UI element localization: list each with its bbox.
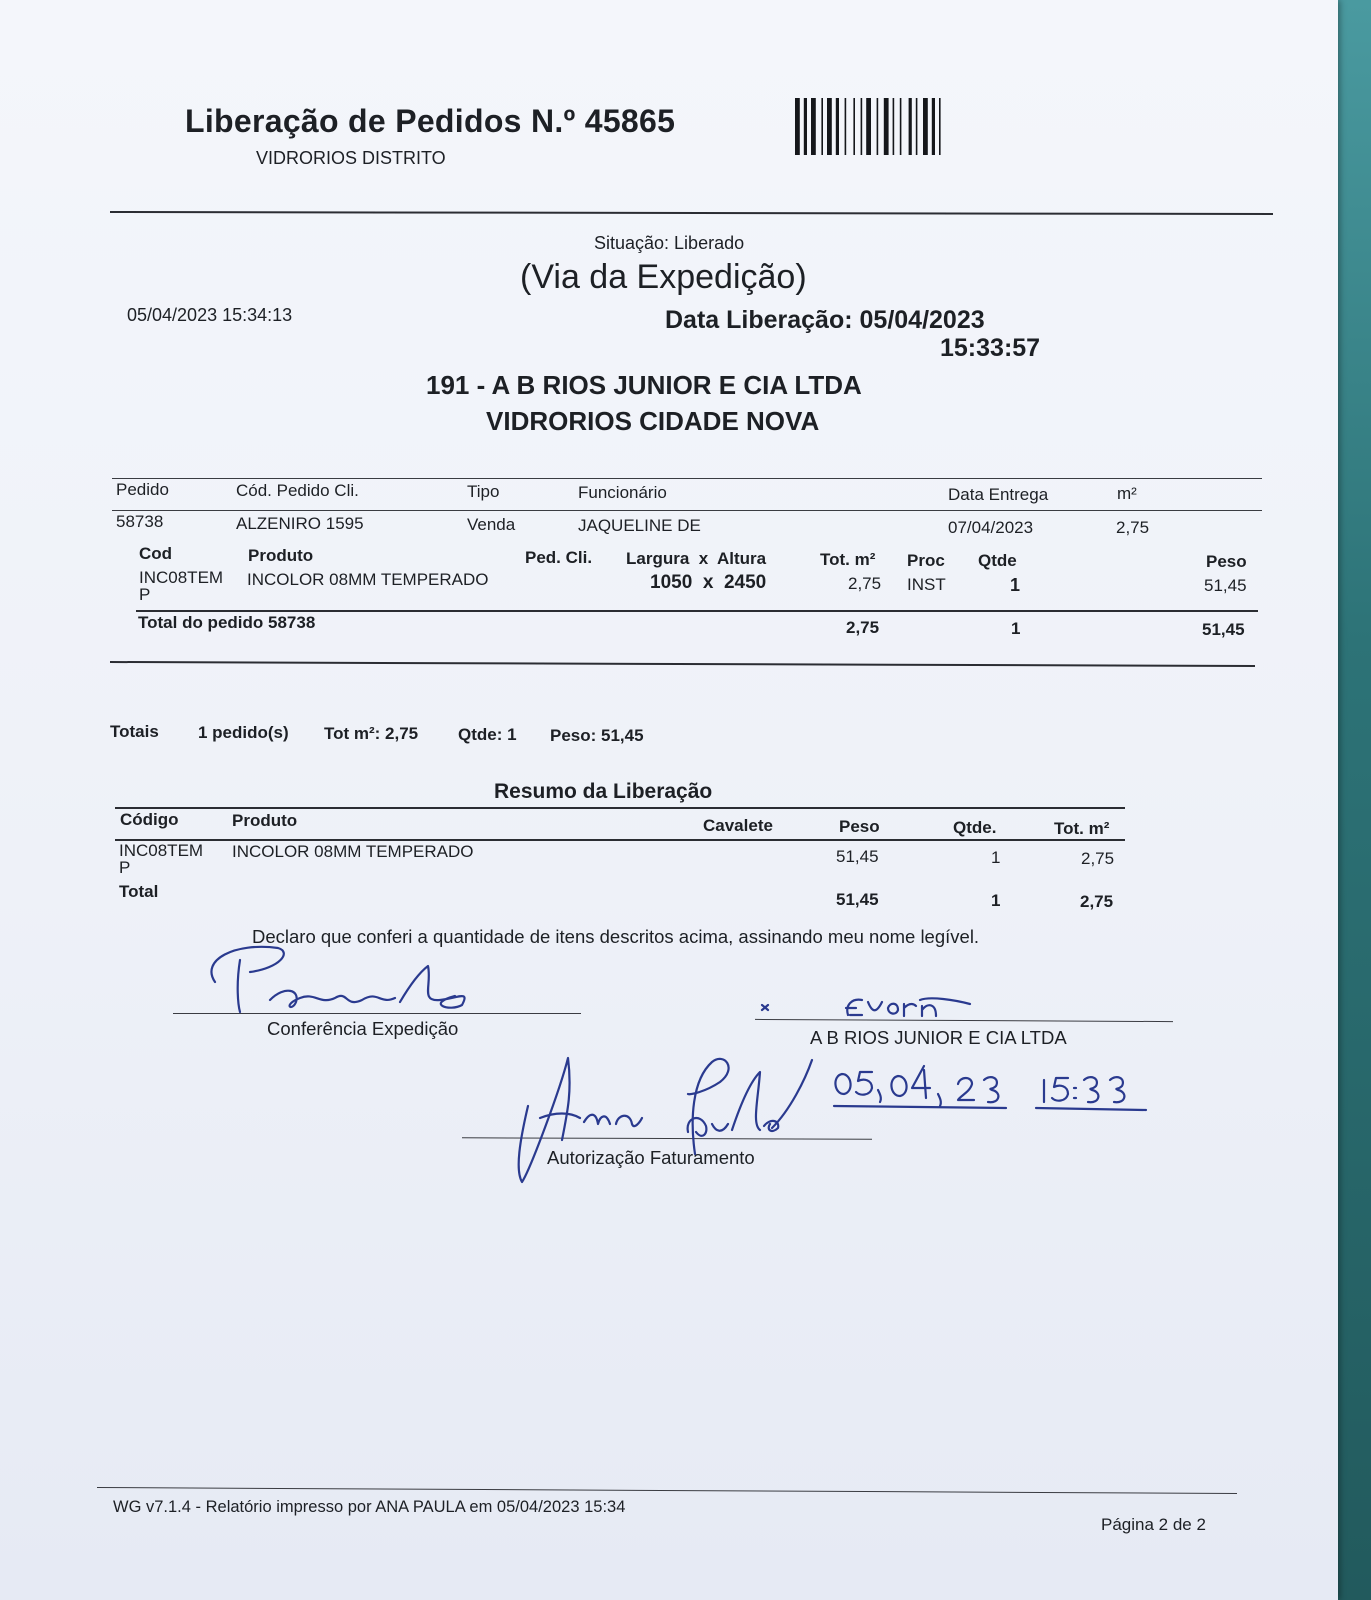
item-header-qtde: Qtde bbox=[978, 551, 1017, 570]
footer-rule bbox=[97, 1487, 1237, 1494]
client-branch: VIDRORIOS CIDADE NOVA bbox=[486, 406, 820, 436]
summary-header-produto: Produto bbox=[232, 811, 298, 830]
summary-header-cavalete: Cavalete bbox=[703, 816, 773, 835]
summary-total-tot-m2: 2,75 bbox=[1080, 892, 1114, 911]
item-total-rule bbox=[136, 610, 1258, 612]
company-name: VIDRORIOS DISTRITO bbox=[256, 148, 446, 168]
conferencia-signature bbox=[211, 947, 464, 1012]
summary-total-label: Total bbox=[119, 882, 159, 901]
conferencia-signature-line bbox=[173, 1013, 581, 1014]
order-total-qtde: 1 bbox=[1011, 619, 1021, 638]
order-total-label: Total do pedido 58738 bbox=[138, 613, 316, 632]
cell-pedido: 58738 bbox=[116, 512, 164, 531]
summary-qtde: 1 bbox=[991, 848, 1001, 867]
header-data-entrega: Data Entrega bbox=[948, 485, 1049, 504]
item-peso: 51,45 bbox=[1204, 576, 1247, 595]
item-header-proc: Proc bbox=[907, 551, 945, 570]
client-signature-line bbox=[755, 1019, 1173, 1022]
client-signature-label: A B RIOS JUNIOR E CIA LTDA bbox=[810, 1027, 1067, 1048]
autorizacao-signature-line bbox=[462, 1137, 872, 1139]
totals-qtde: Qtde: 1 bbox=[458, 725, 517, 744]
item-dimensoes: 1050 x 2450 bbox=[650, 572, 767, 593]
footer-page-number: Página 2 de 2 bbox=[1101, 1515, 1206, 1534]
client-signature bbox=[762, 1005, 768, 1010]
item-tot-m2: 2,75 bbox=[848, 574, 882, 593]
header-rule bbox=[112, 510, 1262, 511]
copy-type-label: (Via da Expedição) bbox=[520, 258, 807, 296]
header-tipo: Tipo bbox=[467, 482, 500, 501]
totals-m2: Tot m²: 2,75 bbox=[324, 724, 419, 743]
item-header-ped-cli: Ped. Cli. bbox=[525, 548, 593, 567]
declaration-text: Declaro que conferi a quantidade de itens descritos acima, assinando meu nome legível. bbox=[252, 926, 980, 947]
cell-m2: 2,75 bbox=[1116, 518, 1150, 537]
document-title: Liberação de Pedidos N.º 45865 bbox=[185, 103, 676, 139]
summary-header-rule bbox=[115, 839, 1125, 841]
cell-data-entrega: 07/04/2023 bbox=[948, 518, 1034, 537]
release-date: Data Liberação: 05/04/2023 bbox=[665, 306, 985, 334]
item-header-produto: Produto bbox=[248, 546, 314, 565]
cell-tipo: Venda bbox=[467, 515, 516, 534]
table-top-rule bbox=[112, 478, 1262, 479]
item-header-largura-altura: Largura x Altura bbox=[626, 549, 767, 568]
section-divider bbox=[110, 661, 1255, 667]
item-header-peso: Peso bbox=[1206, 552, 1247, 571]
item-cod-continuation: P bbox=[139, 585, 151, 604]
footer-system-info: WG v7.1.4 - Relatório impresso por ANA PAULA em 05/04/2023 15:34 bbox=[113, 1498, 626, 1516]
totals-pedidos: 1 pedido(s) bbox=[198, 723, 289, 742]
item-header-cod: Cod bbox=[139, 544, 173, 563]
header-pedido: Pedido bbox=[116, 480, 169, 499]
totals-label: Totais bbox=[110, 722, 159, 741]
order-total-peso: 51,45 bbox=[1202, 620, 1245, 639]
item-qtde: 1 bbox=[1010, 575, 1021, 595]
handwritten-datetime bbox=[834, 1066, 1146, 1110]
item-proc: INST bbox=[907, 575, 946, 594]
summary-top-rule bbox=[115, 807, 1125, 809]
print-datetime: 05/04/2023 15:34:13 bbox=[127, 305, 293, 325]
cell-funcionario: JAQUELINE DE bbox=[578, 516, 701, 535]
autorizacao-label: Autorização Faturamento bbox=[547, 1147, 755, 1168]
summary-codigo-continuation: P bbox=[119, 858, 131, 877]
barcode-icon bbox=[795, 98, 1001, 155]
status-situacao: Situação: Liberado bbox=[594, 233, 745, 253]
summary-header-codigo: Código bbox=[120, 810, 179, 829]
totals-peso: Peso: 51,45 bbox=[550, 726, 644, 745]
summary-codigo: INC08TEM bbox=[119, 841, 204, 860]
release-time: 15:33:57 bbox=[940, 334, 1041, 362]
summary-tot-m2: 2,75 bbox=[1081, 849, 1115, 868]
client-name: 191 - A B RIOS JUNIOR E CIA LTDA bbox=[426, 370, 862, 400]
conferencia-label: Conferência Expedição bbox=[267, 1018, 459, 1039]
item-produto: INCOLOR 08MM TEMPERADO bbox=[247, 570, 489, 589]
summary-header-peso: Peso bbox=[839, 817, 880, 836]
header-funcionario: Funcionário bbox=[578, 483, 667, 502]
summary-total-qtde: 1 bbox=[991, 891, 1001, 910]
item-header-tot-m2: Tot. m² bbox=[820, 550, 876, 569]
summary-title: Resumo da Liberação bbox=[494, 780, 713, 803]
summary-produto: INCOLOR 08MM TEMPERADO bbox=[232, 842, 474, 861]
header-cod-pedido-cli: Cód. Pedido Cli. bbox=[236, 481, 359, 500]
summary-header-tot-m2: Tot. m² bbox=[1054, 819, 1110, 838]
order-total-m2: 2,75 bbox=[846, 618, 880, 637]
item-cod: INC08TEM bbox=[139, 568, 224, 587]
header-divider bbox=[110, 211, 1273, 215]
summary-header-qtde: Qtde. bbox=[953, 818, 997, 837]
cell-cod-pedido-cli: ALZENIRO 1595 bbox=[236, 514, 364, 533]
header-m2: m² bbox=[1117, 484, 1137, 503]
summary-peso: 51,45 bbox=[836, 847, 879, 866]
summary-total-peso: 51,45 bbox=[836, 890, 879, 909]
